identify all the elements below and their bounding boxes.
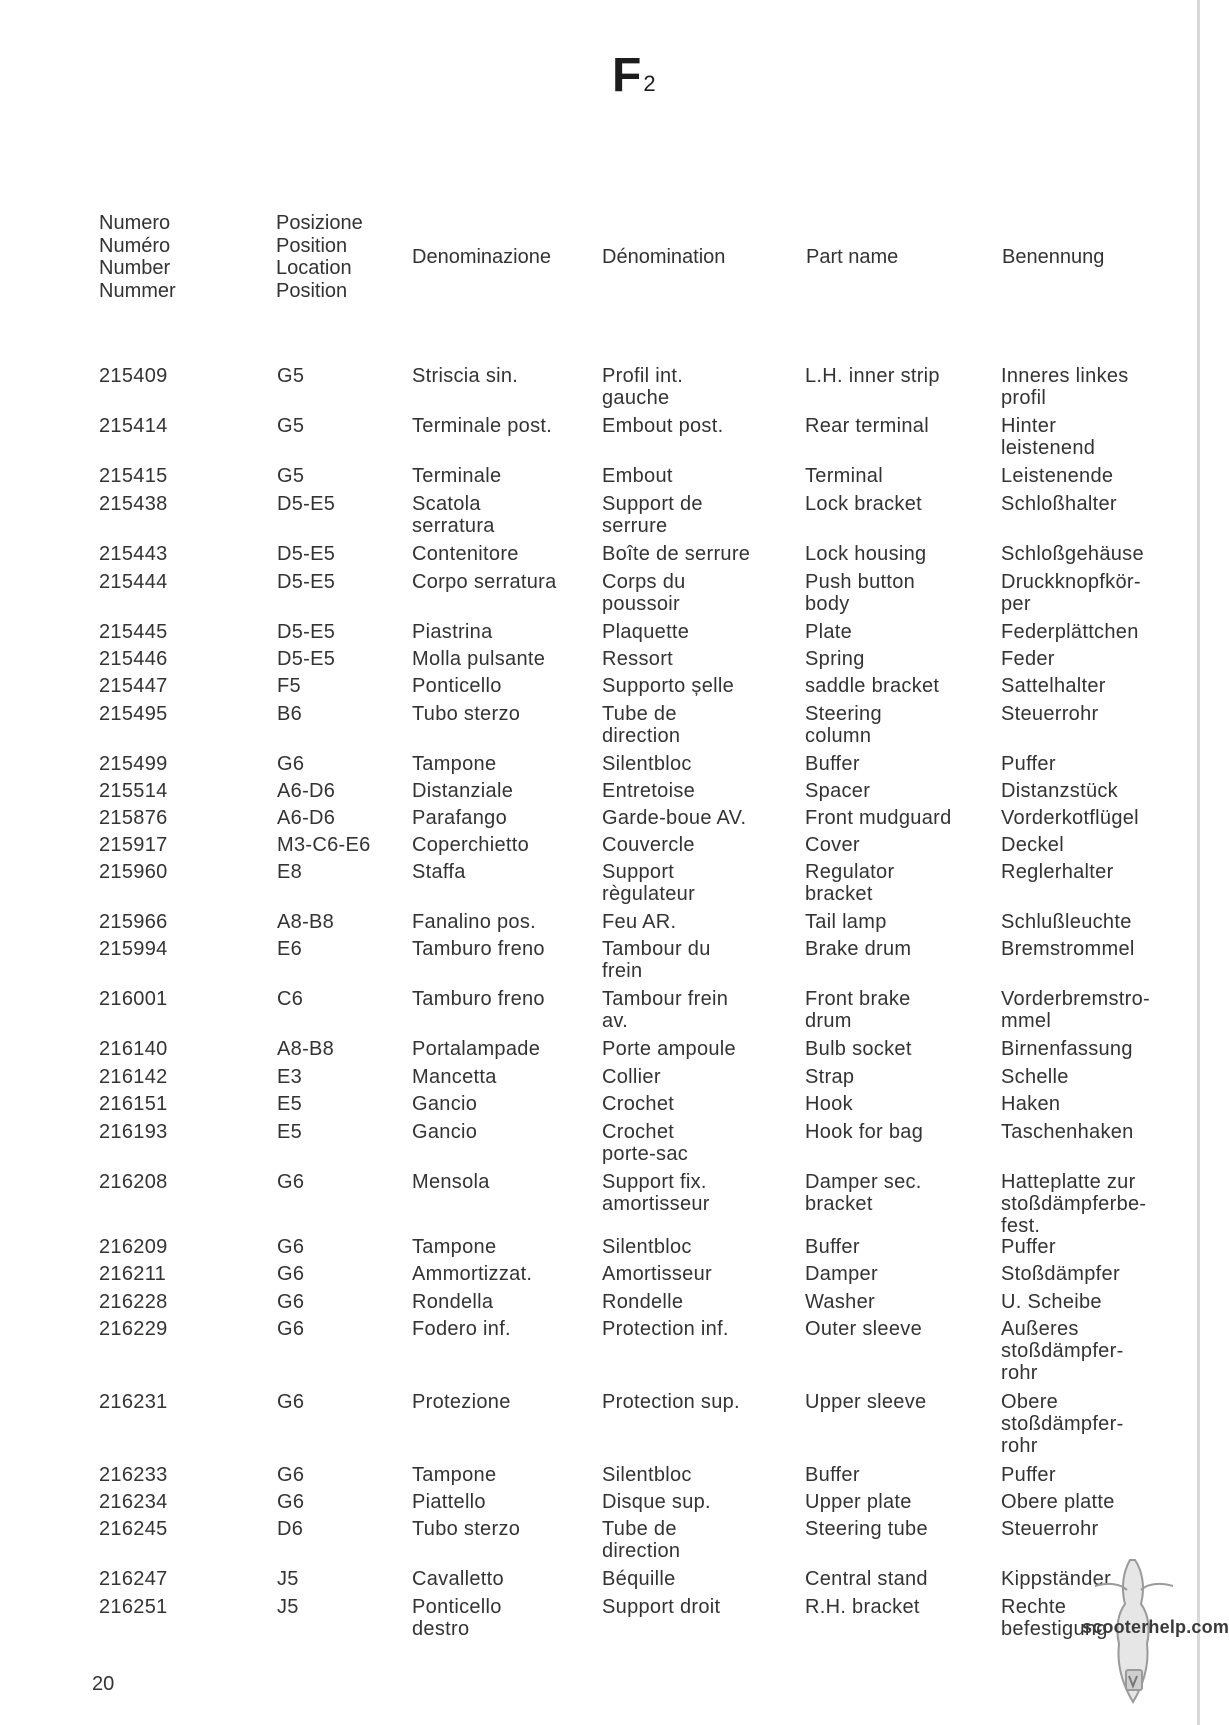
part-position: G6 <box>277 1291 305 1313</box>
part-name-italian: Scatola serratura <box>412 493 495 537</box>
part-name-italian: Mensola <box>412 1171 490 1193</box>
part-number: 215966 <box>99 911 168 933</box>
part-name-english: Steering column <box>805 703 882 747</box>
header-position-de: Position <box>276 279 348 302</box>
header-english-name: Part name <box>806 246 899 268</box>
part-number: 216251 <box>99 1596 168 1618</box>
part-name-english: Buffer <box>805 1464 860 1486</box>
part-name-english: Central stand <box>805 1568 928 1590</box>
part-position: A6-D6 <box>277 780 336 802</box>
header-number-fr: Numéro <box>99 234 171 257</box>
part-number: 216245 <box>99 1518 168 1540</box>
part-name-english: R.H. bracket <box>805 1596 920 1618</box>
part-name-french: Protection sup. <box>602 1391 740 1413</box>
part-name-english: saddle bracket <box>805 675 940 697</box>
part-name-german: Schloßgehäuse <box>1001 543 1144 565</box>
part-position: G6 <box>277 1171 305 1193</box>
part-name-german: Außeres stoßdämpfer- rohr <box>1001 1318 1124 1384</box>
part-number: 216142 <box>99 1066 168 1088</box>
part-name-german: Schlußleuchte <box>1001 911 1132 933</box>
part-name-french: Disque sup. <box>602 1491 711 1513</box>
part-name-italian: Tampone <box>412 1236 497 1258</box>
part-position: C6 <box>277 988 304 1010</box>
part-name-english: Steering tube <box>805 1518 928 1540</box>
part-position: A8-B8 <box>277 911 335 933</box>
part-name-german: Deckel <box>1001 834 1064 856</box>
part-name-french: Embout <box>602 465 673 487</box>
part-name-french: Silentbloc <box>602 753 692 775</box>
part-name-italian: Coperchietto <box>412 834 529 856</box>
part-name-italian: Fanalino pos. <box>412 911 536 933</box>
part-name-english: Upper plate <box>805 1491 912 1513</box>
part-position: G6 <box>277 753 305 775</box>
part-number: 215444 <box>99 571 168 593</box>
page-number: 20 <box>92 1673 115 1695</box>
part-name-italian: Piattello <box>412 1491 486 1513</box>
part-name-german: Reglerhalter <box>1001 861 1114 883</box>
part-position: E6 <box>277 938 303 960</box>
part-number: 216151 <box>99 1093 168 1115</box>
part-position: A6-D6 <box>277 807 336 829</box>
part-name-french: Collier <box>602 1066 661 1088</box>
header-italian-name: Denominazione <box>412 246 551 268</box>
part-number: 215514 <box>99 780 168 802</box>
part-number: 215414 <box>99 415 168 437</box>
part-name-english: Front mudguard <box>805 807 952 829</box>
part-name-german: Druckknopfkör- per <box>1001 571 1141 615</box>
part-name-italian: Tamburo freno <box>412 938 545 960</box>
part-name-italian: Tampone <box>412 1464 497 1486</box>
part-name-french: Tambour frein av. <box>602 988 729 1032</box>
part-name-german: Steuerrohr <box>1001 1518 1099 1540</box>
part-name-german: Federplättchen <box>1001 621 1139 643</box>
part-position: E5 <box>277 1121 303 1143</box>
part-name-french: Support fix. amortisseur <box>602 1171 710 1215</box>
part-name-german: Haken <box>1001 1093 1061 1115</box>
part-name-italian: Mancetta <box>412 1066 497 1088</box>
part-name-italian: Ponticello <box>412 675 502 697</box>
header-position-fr: Position <box>276 234 348 257</box>
part-name-italian: Fodero inf. <box>412 1318 511 1340</box>
part-position: G6 <box>277 1236 305 1258</box>
part-name-german: Bremstrommel <box>1001 938 1135 960</box>
part-number: 216228 <box>99 1291 168 1313</box>
part-position: E5 <box>277 1093 303 1115</box>
part-name-french: Tube de direction <box>602 703 681 747</box>
part-position: D5-E5 <box>277 493 336 515</box>
part-position: E8 <box>277 861 303 883</box>
part-number: 215409 <box>99 365 168 387</box>
part-name-english: Spacer <box>805 780 871 802</box>
part-position: G6 <box>277 1491 305 1513</box>
part-name-english: Outer sleeve <box>805 1318 922 1340</box>
part-name-italian: Corpo serratura <box>412 571 557 593</box>
part-name-german: Stoßdämpfer <box>1001 1263 1120 1285</box>
part-name-italian: Tamburo freno <box>412 988 545 1010</box>
part-name-french: Boîte de serrure <box>602 543 751 565</box>
header-german-name: Benennung <box>1002 246 1105 268</box>
header-number-en: Number <box>99 257 171 279</box>
part-name-english: Hook <box>805 1093 853 1115</box>
part-name-english: Regulator bracket <box>805 861 895 905</box>
part-number: 216140 <box>99 1038 168 1060</box>
part-number: 216234 <box>99 1491 168 1513</box>
part-name-french: Support règulateur <box>602 861 696 905</box>
section-letter: F <box>612 49 643 102</box>
part-name-english: Front brake drum <box>805 988 911 1032</box>
part-name-english: Lock bracket <box>805 493 922 515</box>
part-name-italian: Molla pulsante <box>412 648 546 670</box>
part-position: D5-E5 <box>277 648 336 670</box>
header-position-en: Location <box>276 257 352 279</box>
part-name-italian: Tampone <box>412 753 497 775</box>
part-number: 216001 <box>99 988 168 1010</box>
part-number: 216211 <box>99 1263 167 1285</box>
part-name-german: Feder <box>1001 648 1055 670</box>
part-name-english: Hook for bag <box>805 1121 924 1143</box>
part-name-italian: Ammortizzat. <box>412 1263 533 1285</box>
part-name-german: Vorderbremstro- mmel <box>1001 988 1150 1032</box>
part-name-french: Corps du poussoir <box>602 571 686 615</box>
part-name-english: Buffer <box>805 1236 860 1258</box>
part-name-english: Damper sec. bracket <box>805 1171 922 1215</box>
header-position-it: Posizione <box>276 212 363 234</box>
part-position: G5 <box>277 415 305 437</box>
part-name-german: Puffer <box>1001 1464 1056 1486</box>
part-number: 215438 <box>99 493 168 515</box>
part-name-italian: Terminale <box>412 465 502 487</box>
part-name-german: U. Scheibe <box>1001 1291 1102 1313</box>
header-french-name: Dénomination <box>602 246 726 268</box>
part-position: G5 <box>277 465 305 487</box>
part-name-french: Crochet <box>602 1093 675 1115</box>
part-position: G6 <box>277 1318 305 1340</box>
part-name-italian: Staffa <box>412 861 466 883</box>
part-name-english: Strap <box>805 1066 855 1088</box>
part-name-english: Plate <box>805 621 853 643</box>
part-name-italian: Distanziale <box>412 780 514 802</box>
part-name-french: Plaquette <box>602 621 690 643</box>
part-number: 216209 <box>99 1236 168 1258</box>
part-name-german: Schloßhalter <box>1001 493 1117 515</box>
part-name-italian: Ponticello destro <box>412 1596 502 1640</box>
part-name-german: Taschenhaken <box>1001 1121 1134 1143</box>
part-name-italian: Tubo sterzo <box>412 1518 521 1540</box>
part-position: F5 <box>277 675 301 697</box>
part-name-french: Couvercle <box>602 834 695 856</box>
part-name-english: Lock housing <box>805 543 927 565</box>
part-position: A8-B8 <box>277 1038 335 1060</box>
part-name-italian: Terminale post. <box>412 415 553 437</box>
section-index: 2 <box>643 71 657 96</box>
part-name-english: Upper sleeve <box>805 1391 927 1413</box>
part-name-english: Terminal <box>805 465 883 487</box>
part-number: 215994 <box>99 938 168 960</box>
part-name-english: Tail lamp <box>805 911 887 933</box>
part-number: 216229 <box>99 1318 168 1340</box>
part-position: E3 <box>277 1066 303 1088</box>
part-name-german: Leistenende <box>1001 465 1114 487</box>
part-number: 216193 <box>99 1121 168 1143</box>
part-position: J5 <box>277 1568 299 1590</box>
part-name-french: Porte ampoule <box>602 1038 736 1060</box>
part-position: D5-E5 <box>277 571 336 593</box>
part-name-german: Rechte befestigung <box>1001 1596 1108 1640</box>
part-name-french: Silentbloc <box>602 1236 692 1258</box>
part-number: 215499 <box>99 753 168 775</box>
part-number: 216208 <box>99 1171 168 1193</box>
part-name-german: Distanzstück <box>1001 780 1118 802</box>
part-number: 215917 <box>99 834 168 856</box>
part-name-french: Support de serrure <box>602 493 703 537</box>
part-name-french: Entretoise <box>602 780 696 802</box>
part-name-english: Damper <box>805 1263 878 1285</box>
part-name-french: Tube de direction <box>602 1518 681 1562</box>
part-number: 215495 <box>99 703 168 725</box>
part-name-english: Buffer <box>805 753 860 775</box>
part-name-french: Garde-boue AV. <box>602 807 747 829</box>
part-number: 216247 <box>99 1568 168 1590</box>
part-name-german: Obere platte <box>1001 1491 1115 1513</box>
part-name-italian: Contenitore <box>412 543 519 565</box>
part-number: 215960 <box>99 861 168 883</box>
part-name-german: Kippständer <box>1001 1568 1112 1590</box>
part-name-english: Spring <box>805 648 865 670</box>
part-name-french: Crochet porte-sac <box>602 1121 689 1165</box>
part-name-german: Vorderkotflügel <box>1001 807 1139 829</box>
part-name-italian: Cavalletto <box>412 1568 504 1590</box>
part-name-italian: Striscia sin. <box>412 365 519 387</box>
part-name-italian: Rondella <box>412 1291 494 1313</box>
part-name-german: Steuerrohr <box>1001 703 1099 725</box>
header-number-de: Nummer <box>99 279 176 302</box>
part-name-french: Béquille <box>602 1568 676 1590</box>
part-number: 215446 <box>99 648 168 670</box>
part-name-german: Puffer <box>1001 1236 1056 1258</box>
section-heading <box>612 48 657 103</box>
part-position: G5 <box>277 365 305 387</box>
part-name-english: Washer <box>805 1291 875 1313</box>
part-name-italian: Protezione <box>412 1391 511 1413</box>
part-number: 216231 <box>99 1391 168 1413</box>
part-name-french: Ressort <box>602 648 674 670</box>
part-number: 215415 <box>99 465 168 487</box>
part-name-german: Inneres linkes profil <box>1001 365 1129 409</box>
part-name-french: Protection inf. <box>602 1318 729 1340</box>
part-name-french: Feu AR. <box>602 911 677 933</box>
part-name-german: Puffer <box>1001 753 1056 775</box>
part-name-german: Schelle <box>1001 1066 1069 1088</box>
part-name-french: Supporto șelle <box>602 675 735 697</box>
part-name-italian: Parafango <box>412 807 507 829</box>
part-name-french: Rondelle <box>602 1291 684 1313</box>
part-name-french: Profil int. gauche <box>602 365 684 409</box>
part-name-italian: Gancio <box>412 1093 478 1115</box>
part-position: D5-E5 <box>277 543 336 565</box>
part-number: 215445 <box>99 621 168 643</box>
part-name-french: Silentbloc <box>602 1464 692 1486</box>
part-position: D6 <box>277 1518 304 1540</box>
part-name-italian: Gancio <box>412 1121 478 1143</box>
part-number: 215876 <box>99 807 168 829</box>
part-name-english: Brake drum <box>805 938 912 960</box>
part-position: B6 <box>277 703 303 725</box>
part-name-french: Tambour du frein <box>602 938 711 982</box>
header-position <box>276 212 363 302</box>
part-name-italian: Portalampade <box>412 1038 541 1060</box>
header-number-it: Numero <box>99 212 171 234</box>
part-number: 216233 <box>99 1464 168 1486</box>
part-name-german: Hatteplatte zur stoßdämpferbe- fest. <box>1001 1171 1147 1237</box>
part-number: 215443 <box>99 543 168 565</box>
part-name-german: Birnenfassung <box>1001 1038 1133 1060</box>
part-name-french: Support droit <box>602 1596 721 1618</box>
part-name-english: Bulb socket <box>805 1038 912 1060</box>
part-name-italian: Piastrina <box>412 621 493 643</box>
part-number: 215447 <box>99 675 168 697</box>
part-name-english: Push button body <box>805 571 916 615</box>
part-position: G6 <box>277 1391 305 1413</box>
part-name-english: Rear terminal <box>805 415 929 437</box>
watermark-text: scooterhelp.com <box>1082 1617 1229 1637</box>
part-name-english: Cover <box>805 834 860 856</box>
header-number <box>99 212 176 302</box>
part-name-italian: Tubo sterzo <box>412 703 521 725</box>
part-name-french: Embout post. <box>602 415 724 437</box>
part-position: M3-C6-E6 <box>277 834 371 856</box>
part-position: G6 <box>277 1263 305 1285</box>
part-position: D5-E5 <box>277 621 336 643</box>
part-position: J5 <box>277 1596 299 1618</box>
part-name-german: Hinter leistenend <box>1001 415 1096 459</box>
part-name-german: Sattelhalter <box>1001 675 1106 697</box>
part-name-german: Obere stoßdämpfer- rohr <box>1001 1391 1124 1457</box>
part-position: G6 <box>277 1464 305 1486</box>
part-name-french: Amortisseur <box>602 1263 712 1285</box>
table-header <box>0 210 1200 310</box>
part-name-english: L.H. inner strip <box>805 365 940 387</box>
